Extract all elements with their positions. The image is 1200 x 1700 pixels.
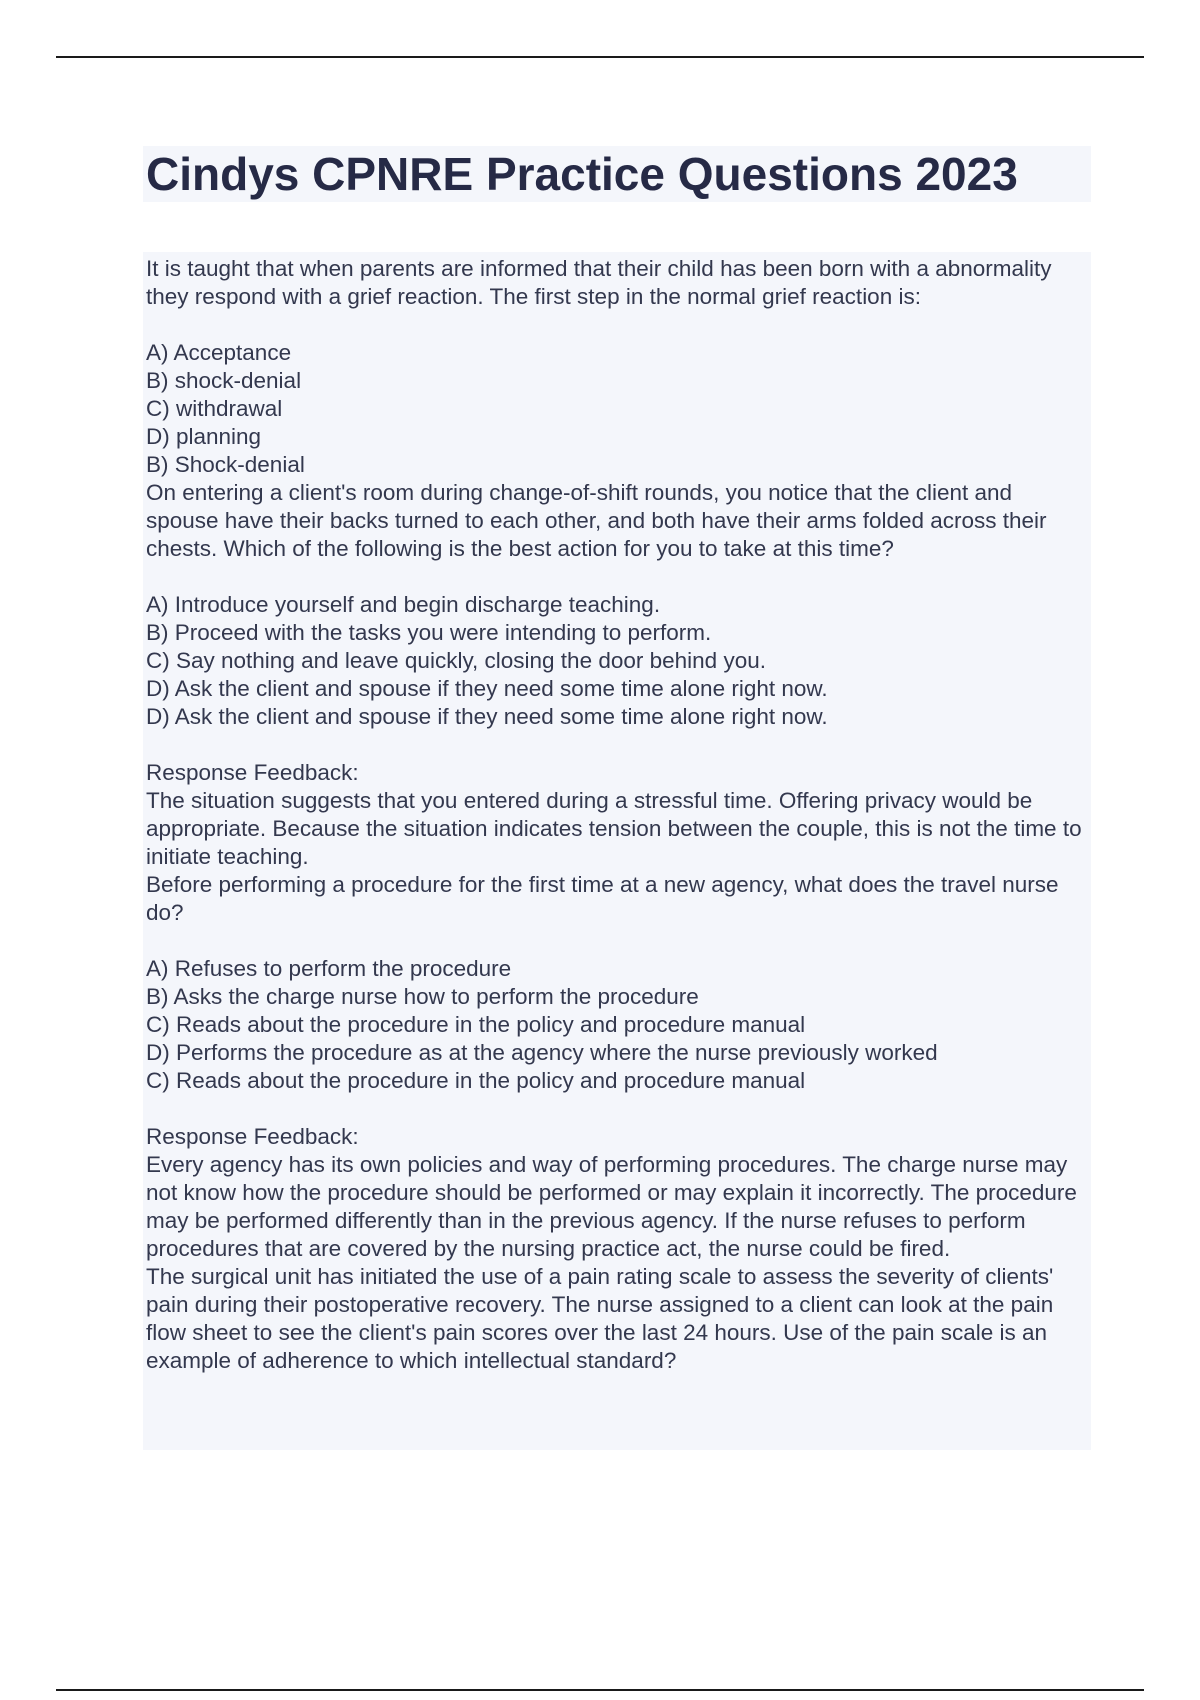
option-item: A) Refuses to perform the procedure bbox=[146, 956, 512, 981]
answer-text: C) Reads about the procedure in the policy and procedure manual bbox=[146, 1068, 806, 1093]
spacer bbox=[146, 731, 1085, 759]
option-item: B) Asks the charge nurse how to perform the procedure bbox=[146, 984, 699, 1009]
option-item: D) Ask the client and spouse if they need some time alone right now. bbox=[146, 676, 828, 701]
option-item: C) Say nothing and leave quickly, closing the door behind you. bbox=[146, 648, 766, 673]
spacer bbox=[146, 927, 1085, 955]
option-item: A) Acceptance bbox=[146, 340, 292, 365]
question-text: It is taught that when parents are informed that their child has been born with a abnormality they respond with a grief reaction. The first step in the normal grief reaction is: bbox=[146, 256, 1052, 309]
feedback-label: Response Feedback: bbox=[146, 1124, 359, 1149]
feedback-text: Every agency has its own policies and way of performing procedures. The charge nurse may not know how the procedure should be performed or may explain it incorrectly. The procedure may be performed differently than in the previous agency. If the nurse refuses to perform procedures that are covered by the nursing practice act, the nurse could be fired. bbox=[146, 1152, 1077, 1261]
option-item: C) withdrawal bbox=[146, 396, 283, 421]
question-text: On entering a client's room during change-of-shift rounds, you notice that the client and spouse have their backs turned to each other, and both have their arms folded across their chests. Which of the following is the best action for you to take at this time? bbox=[146, 480, 1047, 561]
header-rule bbox=[56, 56, 1144, 58]
option-item: D) Performs the procedure as at the agency where the nurse previously worked bbox=[146, 1040, 938, 1065]
option-item: B) shock-denial bbox=[146, 368, 302, 393]
page-title: Cindys CPNRE Practice Questions 2023 bbox=[146, 148, 1018, 200]
answer-text: B) Shock-denial bbox=[146, 452, 305, 477]
option-item: C) Reads about the procedure in the policy and procedure manual bbox=[146, 1012, 806, 1037]
feedback-label: Response Feedback: bbox=[146, 760, 359, 785]
spacer bbox=[146, 563, 1085, 591]
option-item: B) Proceed with the tasks you were intending to perform. bbox=[146, 620, 712, 645]
option-item: A) Introduce yourself and begin discharge teaching. bbox=[146, 592, 661, 617]
footer-rule bbox=[56, 1689, 1144, 1691]
feedback-text: The situation suggests that you entered during a stressful time. Offering privacy would be appropriate. Because the situation indicates tension between the couple, this is not the time to initiate teaching. bbox=[146, 788, 1082, 869]
spacer bbox=[146, 1095, 1085, 1123]
option-item: D) planning bbox=[146, 424, 262, 449]
spacer bbox=[146, 311, 1085, 339]
answer-text: D) Ask the client and spouse if they need some time alone right now. bbox=[146, 704, 828, 729]
question-text: Before performing a procedure for the first time at a new agency, what does the travel nurse do? bbox=[146, 872, 1059, 925]
title-banner bbox=[143, 146, 1091, 202]
content-panel bbox=[143, 252, 1091, 1450]
question-text: The surgical unit has initiated the use of a pain rating scale to assess the severity of clients' pain during their postoperative recovery. The nurse assigned to a client can look at the pain flow sheet to see the client's pain scores over the last 24 hours. Use of the pain scale is an example of adherence to which intellectual standard? bbox=[146, 1264, 1054, 1373]
